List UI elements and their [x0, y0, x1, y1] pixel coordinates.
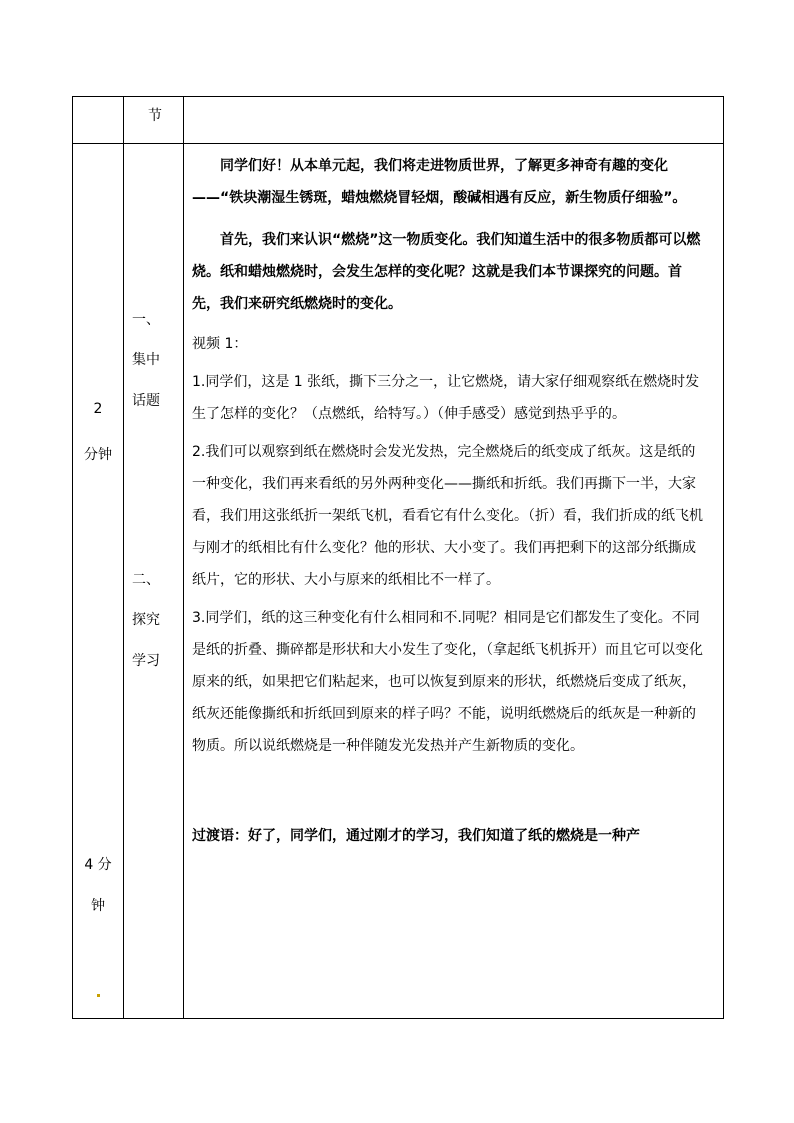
main-row — [73, 144, 724, 1019]
time-2-line-1: 4 分 — [84, 857, 112, 873]
intro-paragraph: 同学们好！从本单元起，我们将走进物质世界，了解更多神奇有趣的变化——“铁块潮湿生锈斑，蜡烛燃烧冒轻烟，酸碱相遇有反应，新生物质仔细验”。 — [192, 158, 687, 206]
burning-intro-paragraph: 首先，我们来认识“燃烧”这一物质变化。我们知道生活中的很多物质都可以燃烧。纸和蜡烛燃烧时，会发生怎样的变化呢？这就是我们本节课探究的问题。首先，我们来研究纸燃烧时的变化。 — [192, 232, 701, 312]
header-content-cell — [184, 97, 724, 144]
video-label: 视频 1： — [192, 336, 248, 352]
segment-1-title-2: 话题 — [132, 393, 160, 409]
lesson-plan-table — [72, 96, 724, 1019]
segment-2-number: 二、 — [132, 572, 160, 588]
content-cell — [184, 144, 724, 1019]
segment-block-1 — [124, 310, 160, 411]
stray-mark — [97, 994, 100, 997]
transition-paragraph: 过渡语：好了，同学们，通过刚才的学习，我们知道了纸的燃烧是一种产 — [192, 828, 640, 844]
step-3-paragraph: 3.同学们，纸的这三种变化有什么相同和不.同呢？相同是它们都发生了变化。不同是纸的折叠、撕碎都是形状和大小发生了变化，（拿起纸飞机拆开）而且它可以变化原来的纸，如果把它们粘起来，也可以恢复到原来的形状，纸燃烧后变成了纸灰，纸灰还能像撕纸和折纸回到原来的样子吗？不能，说明纸燃烧后的纸灰是一种新的物质。所以说纸燃烧是一种伴随发光发热并产生新物质的变化。 — [192, 610, 703, 754]
segment-2-title-1: 探究 — [132, 612, 160, 628]
time-block-1 — [73, 399, 123, 465]
header-segment-label: 节 — [148, 108, 162, 124]
segment-2-title-2: 学习 — [132, 653, 160, 669]
step-1-paragraph: 1.同学们，这是 1 张纸，撕下三分之一，让它燃烧，请大家仔细观察纸在燃烧时发生了怎样的变化？（点燃纸，给特写。）（伸手感受）感觉到热乎乎的。 — [192, 374, 700, 422]
time-1-line-2: 分钟 — [84, 447, 112, 463]
segment-cell — [124, 144, 184, 1019]
time-2-line-2: 钟 — [91, 898, 105, 914]
header-row — [73, 97, 724, 144]
time-block-2 — [73, 855, 123, 916]
step-2-paragraph: 2.我们可以观察到纸在燃烧时会发光发热，完全燃烧后的纸变成了纸灰。这是纸的一种变化，我们再来看纸的另外两种变化——撕纸和折纸。我们再撕下一半，大家看，我们用这张纸折一架纸飞机，看看它有什么变化。（折）看，我们折成的纸飞机与刚才的纸相比有什么变化？他的形状、大小变了。我们再把剩下的这部分纸撕成纸片，它的形状、大小与原来的纸相比不一样了。 — [192, 444, 703, 588]
header-segment-cell — [124, 97, 184, 144]
segment-block-2 — [124, 570, 160, 671]
segment-1-number: 一、 — [132, 312, 160, 328]
header-time-cell — [73, 97, 124, 144]
content-text — [184, 144, 723, 852]
segment-1-title-1: 集中 — [132, 352, 160, 368]
time-cell — [73, 144, 124, 1019]
time-1-line-1: 2 — [93, 401, 103, 417]
